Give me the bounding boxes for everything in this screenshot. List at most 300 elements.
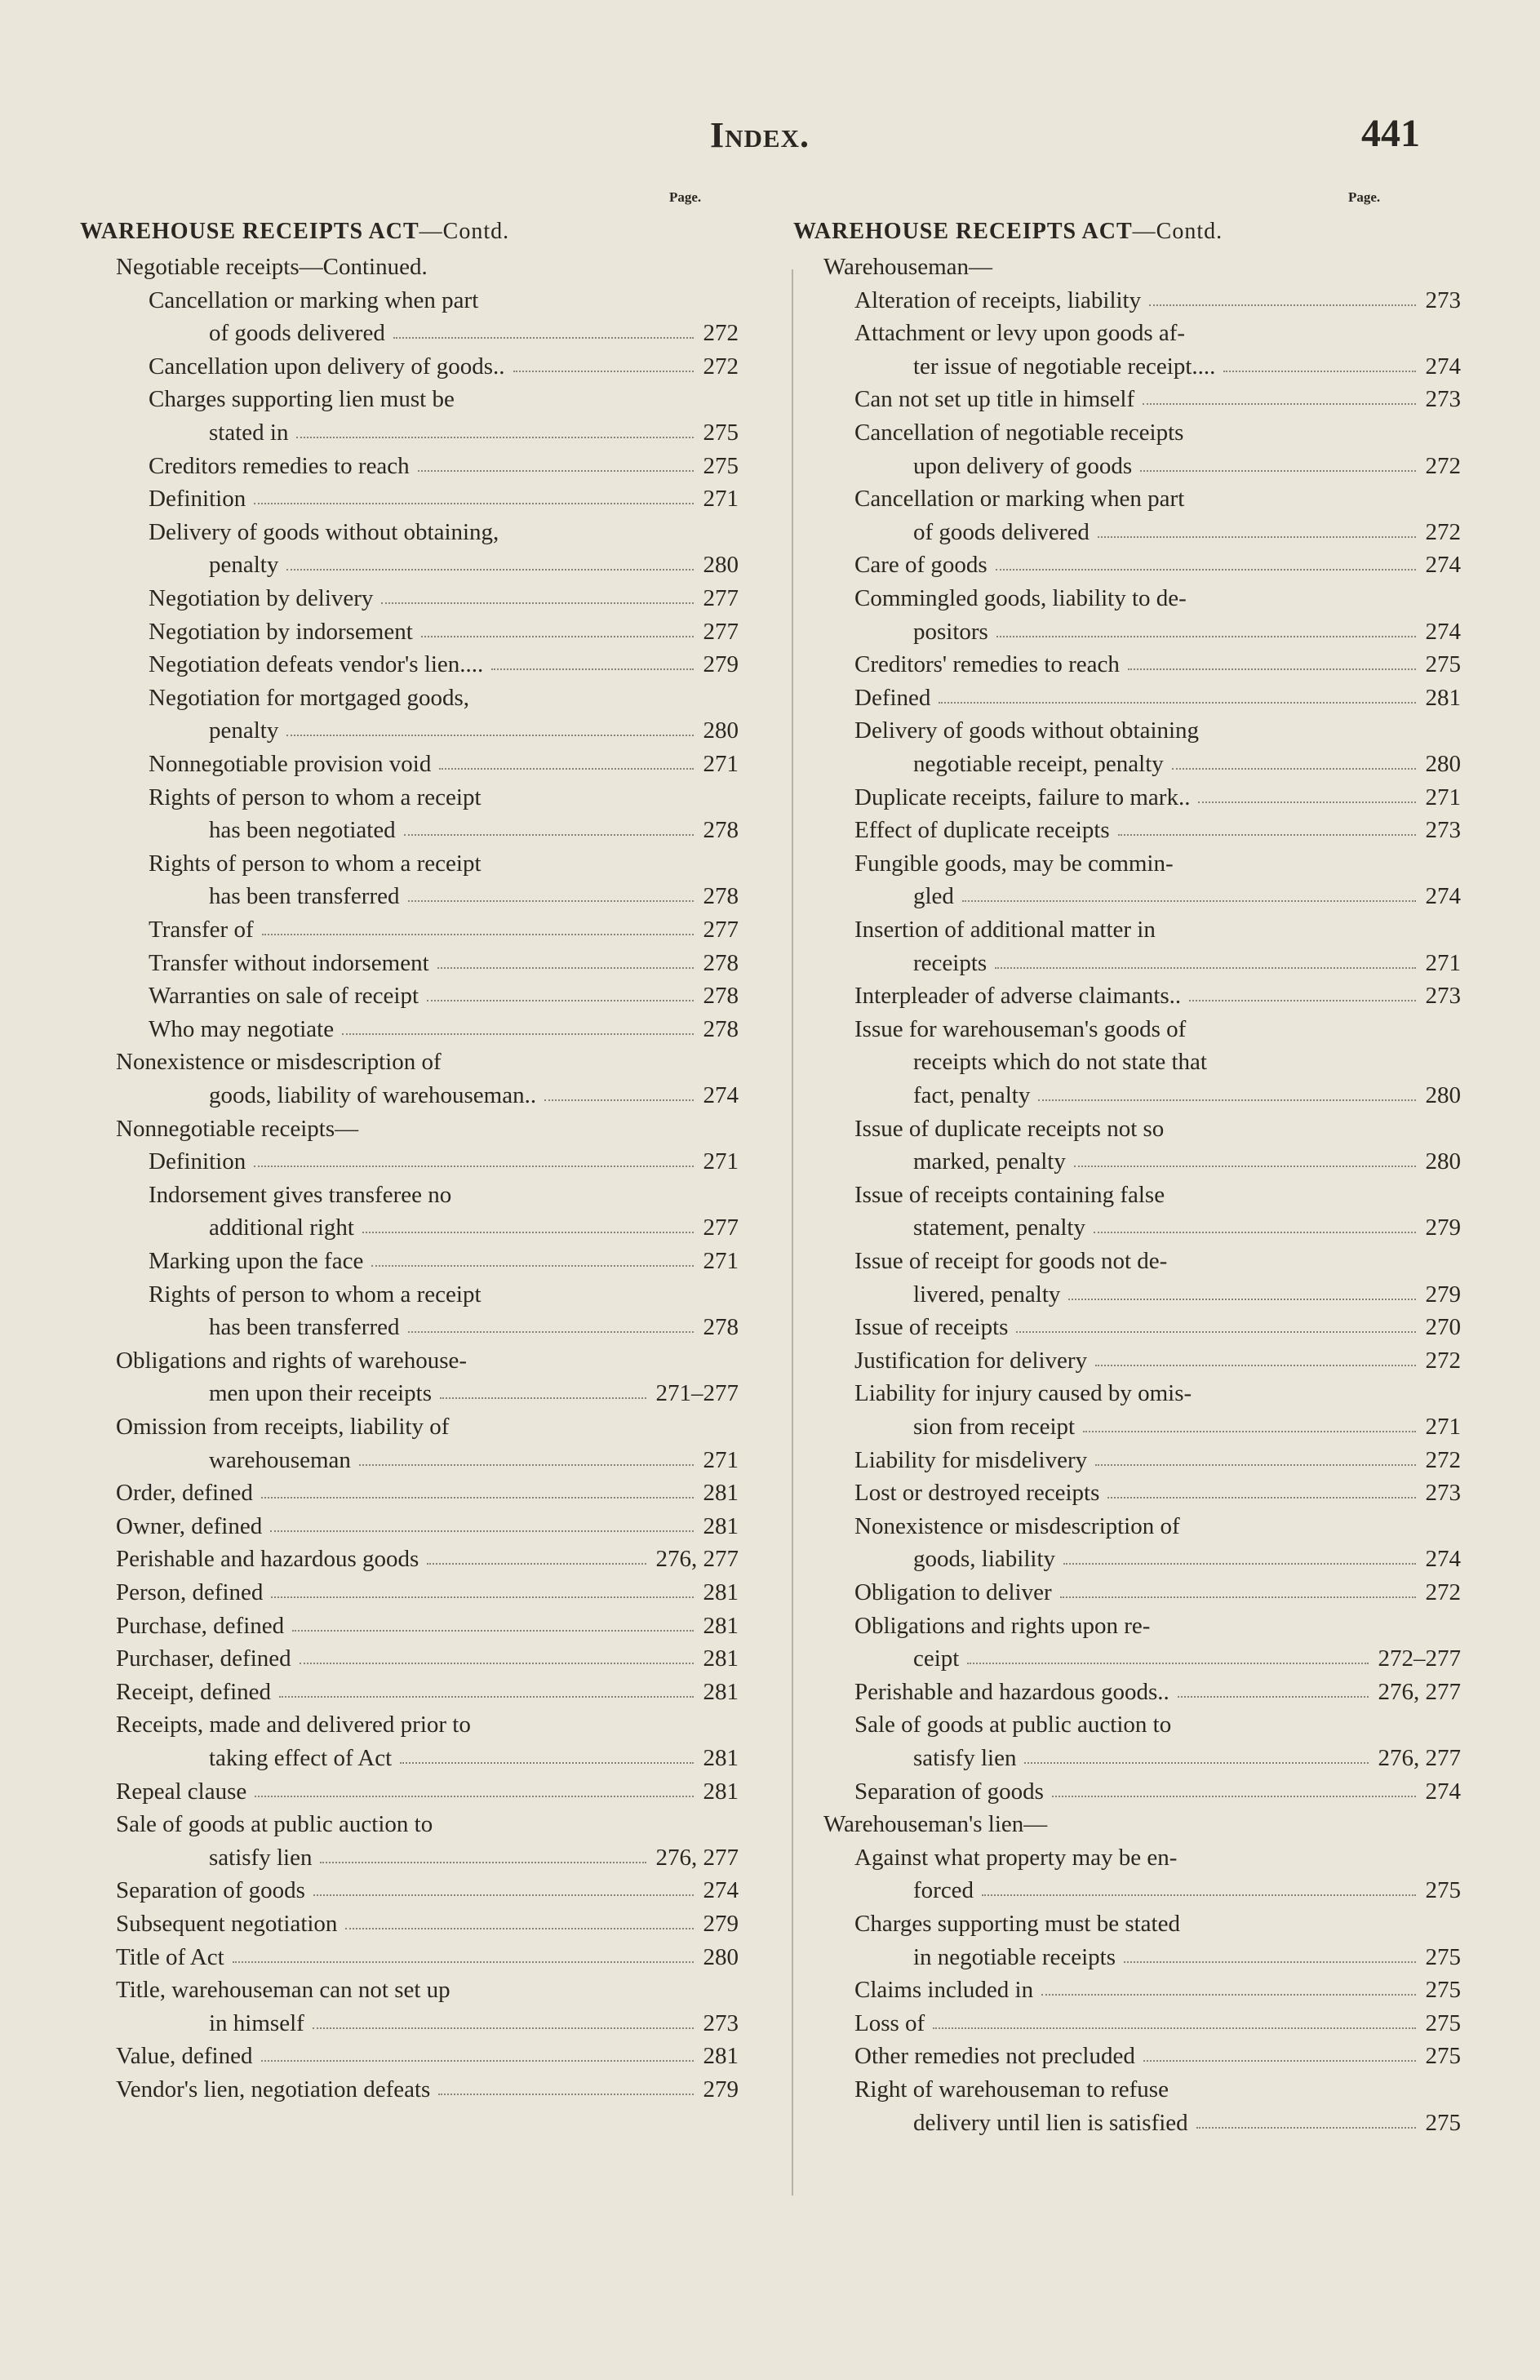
entry-page: 275 <box>1425 2009 1461 2036</box>
leader-dots <box>962 900 1416 902</box>
entry-text: Negotiable receipts—Continued. <box>116 254 428 280</box>
index-entry <box>116 1973 739 2007</box>
entry-text: fact, penalty <box>913 1082 1031 1108</box>
entry-page: 275 <box>703 452 739 479</box>
index-entry <box>149 515 739 549</box>
index-entry <box>149 615 739 649</box>
entry-page: 274 <box>703 1877 739 1904</box>
leader-dots <box>939 702 1415 704</box>
leader-dots <box>300 1663 694 1664</box>
index-entry <box>116 1675 739 1709</box>
entry-text: Cancellation upon delivery of goods.. <box>149 353 505 380</box>
index-entry <box>854 316 1461 350</box>
leader-dots <box>513 371 694 372</box>
index-entry <box>854 2006 1461 2040</box>
leader-dots <box>233 1961 694 1963</box>
index-entry <box>854 548 1461 582</box>
index-entry <box>854 846 1461 881</box>
index-entry <box>209 1310 739 1344</box>
index-entry <box>209 1210 739 1245</box>
entry-text: satisfy lien <box>913 1745 1017 1771</box>
entry-page: 271 <box>703 1248 739 1274</box>
entry-text: Cancellation of negotiable receipts <box>854 420 1184 446</box>
entry-text: Subsequent negotiation <box>116 1911 338 1937</box>
leader-dots <box>1052 1796 1416 1797</box>
index-entry <box>209 316 739 350</box>
entry-text: Cancellation or marking when part <box>854 486 1185 513</box>
entry-text: stated in <box>209 420 289 446</box>
entry-page: 281 <box>703 1480 739 1507</box>
index-entry <box>854 382 1461 416</box>
entry-text: Nonnegotiable receipts— <box>116 1115 359 1142</box>
leader-dots <box>1095 1464 1415 1466</box>
entry-page: 280 <box>1425 1082 1461 1108</box>
index-entry <box>116 1542 739 1576</box>
entry-text: of goods delivered <box>913 518 1090 545</box>
entry-page: 281 <box>703 1778 739 1805</box>
leader-dots <box>254 503 693 504</box>
entry-text: gled <box>913 883 954 910</box>
index-entry <box>149 780 739 815</box>
index-entry <box>116 1940 739 1974</box>
entry-page: 271 <box>703 1446 739 1473</box>
leader-dots <box>996 636 1416 637</box>
leader-dots <box>320 1862 646 1863</box>
left-section-name: WAREHOUSE RECEIPTS ACT <box>80 219 419 244</box>
index-entry <box>854 1907 1461 1941</box>
entry-text: Interpleader of adverse claimants.. <box>854 983 1182 1010</box>
index-entry <box>854 1509 1461 1543</box>
entry-page: 279 <box>703 651 739 678</box>
entry-page: 273 <box>1425 983 1461 1010</box>
index-entry <box>913 1741 1461 1775</box>
index-entry <box>149 946 739 980</box>
entry-text: negotiable receipt, penalty <box>913 751 1164 777</box>
entry-page: 273 <box>703 2009 739 2036</box>
index-entry <box>149 449 739 483</box>
entry-text: Can not set up title in himself <box>854 386 1135 413</box>
index-entry <box>823 250 1461 284</box>
index-entry <box>854 415 1461 450</box>
leader-dots <box>967 1663 1368 1664</box>
entry-page: 274 <box>1425 1546 1461 1573</box>
index-entry <box>854 482 1461 516</box>
index-entry <box>854 1675 1461 1709</box>
entry-text: Obligations and rights of warehouse- <box>116 1347 468 1374</box>
entry-text: in negotiable receipts <box>913 1943 1116 1970</box>
entry-page: 281 <box>1425 684 1461 711</box>
leader-dots <box>1118 834 1416 836</box>
index-entry <box>913 1410 1461 1444</box>
leader-dots <box>404 834 694 836</box>
index-entry <box>116 1641 739 1676</box>
index-entry <box>209 415 739 450</box>
entry-text: Rights of person to whom a receipt <box>149 784 482 810</box>
entry-text: Who may negotiate <box>149 1015 335 1042</box>
index-entry <box>209 548 739 582</box>
entry-text: Warehouseman's lien— <box>823 1811 1048 1838</box>
leader-dots <box>491 668 693 670</box>
index-entry <box>149 482 739 516</box>
entry-page: 274 <box>1425 1778 1461 1805</box>
entry-page: 275 <box>703 420 739 446</box>
entry-text: Cancellation or marking when part <box>149 286 479 313</box>
index-entry <box>854 780 1461 815</box>
entry-page: 276, 277 <box>655 1546 739 1573</box>
leader-dots <box>1178 1696 1369 1698</box>
entry-page: 272–277 <box>1378 1645 1461 1672</box>
entry-text: goods, liability of warehouseman.. <box>209 1082 537 1108</box>
entry-text: Person, defined <box>116 1579 264 1605</box>
leader-dots <box>313 1894 694 1896</box>
entry-page: 271 <box>1425 949 1461 976</box>
entry-text: of goods delivered <box>209 320 385 347</box>
index-entry <box>913 747 1461 781</box>
entry-text: Defined <box>854 684 931 711</box>
entry-text: Omission from receipts, liability of <box>116 1414 450 1440</box>
entry-text: Indorsement gives transferee no <box>149 1181 452 1208</box>
entry-text: Nonnegotiable provision void <box>149 751 432 777</box>
entry-text: Warranties on sale of receipt <box>149 983 419 1010</box>
entry-page: 277 <box>703 618 739 645</box>
entry-text: goods, liability <box>913 1546 1055 1573</box>
leader-dots <box>418 470 694 472</box>
entry-page: 271 <box>1425 1414 1461 1440</box>
index-entry <box>854 1707 1461 1742</box>
entry-text: forced <box>913 1877 974 1904</box>
index-entry <box>913 1542 1461 1576</box>
entry-text: Alteration of receipts, liability <box>854 286 1142 313</box>
index-entry <box>116 250 739 284</box>
entry-text: statement, penalty <box>913 1214 1085 1241</box>
leader-dots <box>408 1331 694 1333</box>
entry-page: 272 <box>1425 518 1461 545</box>
index-entry <box>854 1973 1461 2007</box>
entry-page: 280 <box>703 1943 739 1970</box>
index-entry <box>854 1443 1461 1477</box>
entry-page: 271 <box>1425 784 1461 810</box>
leader-dots <box>995 967 1415 969</box>
index-entry <box>854 979 1461 1013</box>
entry-page: 275 <box>1425 1943 1461 1970</box>
entry-text: Lost or destroyed receipts <box>854 1480 1100 1507</box>
entry-text: additional right <box>209 1214 354 1241</box>
entry-page: 278 <box>703 949 739 976</box>
index-entry <box>116 1873 739 1907</box>
entry-text: Perishable and hazardous goods <box>116 1546 419 1573</box>
entry-text: delivery until lien is satisfied <box>913 2109 1188 2136</box>
entry-page: 275 <box>1425 1977 1461 2004</box>
entry-text: Obligation to deliver <box>854 1579 1052 1605</box>
entry-text: Issue of receipt for goods not de- <box>854 1248 1168 1274</box>
entry-text: receipts which do not state that <box>913 1049 1207 1076</box>
index-entry <box>209 1841 739 1875</box>
entry-text: Liability for injury caused by omis- <box>854 1380 1192 1407</box>
index-entry <box>209 1741 739 1775</box>
leader-dots <box>279 1696 693 1698</box>
index-entry <box>116 1807 739 1841</box>
entry-text: Creditors remedies to reach <box>149 452 410 479</box>
leader-dots <box>1038 1099 1415 1101</box>
index-entry <box>854 1343 1461 1378</box>
leader-dots <box>1060 1596 1416 1598</box>
entry-page: 281 <box>703 1645 739 1672</box>
index-entry <box>913 1873 1461 1907</box>
leader-dots <box>1189 1000 1415 1001</box>
index-entry <box>116 1343 739 1378</box>
entry-text: Definition <box>149 1148 246 1175</box>
entry-page: 281 <box>703 1612 739 1639</box>
index-entry <box>854 1112 1461 1146</box>
index-entry <box>209 713 739 748</box>
index-entry <box>854 912 1461 947</box>
leader-dots <box>1198 801 1415 803</box>
index-entry <box>854 1609 1461 1643</box>
entry-page: 274 <box>1425 618 1461 645</box>
entry-page: 277 <box>703 585 739 611</box>
entry-text: Fungible goods, may be commin- <box>854 850 1174 877</box>
entry-page: 281 <box>703 2043 739 2070</box>
index-entry <box>854 581 1461 615</box>
index-entry <box>913 1641 1461 1676</box>
index-entry <box>149 1178 739 1212</box>
index-entry <box>149 382 739 416</box>
leader-dots <box>1016 1331 1415 1333</box>
index-entry <box>209 1443 739 1477</box>
page-title: Index. <box>710 115 810 155</box>
leader-dots <box>1095 1365 1415 1366</box>
index-entry <box>854 1774 1461 1809</box>
entry-text: Right of warehouseman to refuse <box>854 2076 1169 2102</box>
entry-page: 277 <box>703 917 739 943</box>
entry-text: Purchaser, defined <box>116 1645 291 1672</box>
leader-dots <box>1083 1431 1415 1432</box>
leader-dots <box>359 1464 694 1466</box>
entry-text: sion from receipt <box>913 1414 1076 1440</box>
entry-text: Definition <box>149 486 246 513</box>
index-entry <box>149 647 739 682</box>
entry-text: Issue of receipts <box>854 1314 1009 1341</box>
entry-page: 276, 277 <box>655 1844 739 1871</box>
entry-page: 275 <box>1425 1877 1461 1904</box>
index-entry <box>149 1012 739 1046</box>
index-entry <box>854 1310 1461 1344</box>
entry-text: men upon their receipts <box>209 1380 432 1407</box>
entry-text: Negotiation by indorsement <box>149 618 413 645</box>
entry-page: 278 <box>703 883 739 910</box>
index-entry <box>854 283 1461 317</box>
leader-dots <box>1223 371 1415 372</box>
index-entry <box>854 1178 1461 1212</box>
entry-text: receipts <box>913 949 987 976</box>
entry-text: upon delivery of goods <box>913 452 1133 479</box>
entry-text: Nonexistence or misdescription of <box>854 1512 1180 1539</box>
entry-text: ter issue of negotiable receipt.... <box>913 353 1216 380</box>
index-entry <box>116 1774 739 1809</box>
index-entry <box>116 1609 739 1643</box>
leader-dots <box>408 900 694 902</box>
entry-text: Delivery of goods without obtaining, <box>149 518 499 545</box>
leader-dots <box>345 1928 693 1929</box>
entry-text: positors <box>913 618 988 645</box>
entry-text: Claims included in <box>854 1977 1034 2004</box>
entry-text: Warehouseman— <box>823 254 993 280</box>
entry-text: Vendor's lien, negotiation defeats <box>116 2076 431 2102</box>
entry-page: 278 <box>703 817 739 844</box>
entry-page: 273 <box>1425 286 1461 313</box>
entry-text: Separation of goods <box>854 1778 1044 1805</box>
leader-dots <box>362 1232 694 1233</box>
entry-text: penalty <box>209 552 279 579</box>
left-page-column-label: Page. <box>669 189 702 205</box>
entry-text: Separation of goods <box>116 1877 305 1904</box>
index-entry <box>149 581 739 615</box>
leader-dots <box>1140 470 1415 472</box>
leader-dots <box>1128 668 1416 670</box>
leader-dots <box>1143 2060 1416 2062</box>
leader-dots <box>313 2027 694 2029</box>
entry-text: Order, defined <box>116 1480 253 1507</box>
entry-page: 281 <box>703 1745 739 1771</box>
entry-text: Rights of person to whom a receipt <box>149 850 482 877</box>
index-entry <box>854 713 1461 748</box>
index-entry <box>913 449 1461 483</box>
entry-page: 278 <box>703 1314 739 1341</box>
leader-dots <box>1107 1497 1415 1499</box>
index-entry <box>854 1012 1461 1046</box>
entry-text: Nonexistence or misdescription of <box>116 1049 442 1076</box>
leader-dots <box>1172 768 1416 770</box>
leader-dots <box>421 636 694 637</box>
index-entry <box>149 283 739 317</box>
index-entry <box>149 1277 739 1312</box>
leader-dots <box>261 2060 694 2062</box>
entry-page: 275 <box>1425 651 1461 678</box>
entry-page: 280 <box>1425 751 1461 777</box>
entry-text: Care of goods <box>854 552 987 579</box>
entry-text: marked, penalty <box>913 1148 1066 1175</box>
entry-page: 276, 277 <box>1378 1678 1461 1705</box>
leader-dots <box>996 569 1416 571</box>
entry-page: 279 <box>1425 1214 1461 1241</box>
index-entry <box>913 615 1461 649</box>
entry-page: 272 <box>1425 1347 1461 1374</box>
entry-text: Repeal clause <box>116 1778 247 1805</box>
entry-text: Transfer of <box>149 917 254 943</box>
leader-dots <box>296 437 693 438</box>
index-entry <box>854 647 1461 682</box>
leader-dots <box>261 1497 694 1499</box>
entry-text: Effect of duplicate receipts <box>854 817 1110 844</box>
index-entry <box>854 1476 1461 1510</box>
index-entry <box>913 349 1461 384</box>
leader-dots <box>982 1894 1415 1896</box>
index-entry <box>913 1210 1461 1245</box>
leader-dots <box>427 1563 646 1565</box>
leader-dots <box>286 569 693 571</box>
entry-text: Owner, defined <box>116 1512 263 1539</box>
entry-text: Delivery of goods without obtaining <box>854 717 1200 744</box>
entry-page: 273 <box>1425 1480 1461 1507</box>
index-entry <box>913 879 1461 913</box>
column-divider <box>792 269 793 2196</box>
entry-page: 273 <box>1425 817 1461 844</box>
leader-dots <box>371 1265 693 1267</box>
right-page-column-label: Page. <box>1348 189 1381 205</box>
right-section-title <box>793 219 1223 245</box>
leader-dots <box>393 337 694 339</box>
entry-text: Sale of goods at public auction to <box>116 1811 433 1838</box>
entry-text: Creditors' remedies to reach <box>854 651 1120 678</box>
entry-page: 278 <box>703 1015 739 1042</box>
entry-text: has been transferred <box>209 1314 400 1341</box>
index-entry <box>209 2006 739 2040</box>
leader-dots <box>427 1000 693 1001</box>
leader-dots <box>1068 1299 1415 1300</box>
entry-text: Against what property may be en- <box>854 1844 1178 1871</box>
entry-page: 271 <box>703 751 739 777</box>
index-entry <box>116 1907 739 1941</box>
entry-page: 272 <box>703 353 739 380</box>
entry-text: taking effect of Act <box>209 1745 393 1771</box>
index-entry <box>854 2039 1461 2073</box>
entry-page: 281 <box>703 1579 739 1605</box>
entry-page: 277 <box>703 1214 739 1241</box>
entry-text: warehouseman <box>209 1446 351 1473</box>
entry-page: 271 <box>703 486 739 513</box>
entry-page: 274 <box>1425 353 1461 380</box>
page-number: 441 <box>1361 112 1420 155</box>
entry-text: Justification for delivery <box>854 1347 1088 1374</box>
leader-dots <box>1024 1762 1368 1764</box>
index-entry <box>913 1078 1461 1112</box>
entry-page: 280 <box>703 552 739 579</box>
index-entry <box>149 979 739 1013</box>
left-section-title <box>80 219 509 245</box>
entry-page: 274 <box>1425 883 1461 910</box>
entry-text: Purchase, defined <box>116 1612 285 1639</box>
entry-text: has been negotiated <box>209 817 396 844</box>
entry-page: 275 <box>1425 2043 1461 2070</box>
entry-page: 270 <box>1425 1314 1461 1341</box>
index-entry <box>913 1277 1461 1312</box>
index-entry <box>149 349 739 384</box>
left-section-contd: —Contd. <box>419 219 510 244</box>
index-entry <box>913 2106 1461 2140</box>
index-entry <box>209 813 739 847</box>
entry-text: Sale of goods at public auction to <box>854 1712 1172 1738</box>
entry-text: Negotiation defeats vendor's lien.... <box>149 651 484 678</box>
leader-dots <box>400 1762 693 1764</box>
index-entry <box>209 1078 739 1112</box>
leader-dots <box>544 1099 693 1101</box>
index-entry <box>913 1940 1461 1974</box>
index-entry <box>854 2072 1461 2107</box>
leader-dots <box>933 2027 1415 2029</box>
index-entry <box>149 681 739 715</box>
index-entry <box>116 1476 739 1510</box>
leader-dots <box>262 934 694 935</box>
entry-page: 271 <box>703 1148 739 1175</box>
entry-page: 276, 277 <box>1378 1745 1461 1771</box>
leader-dots <box>1098 536 1416 538</box>
entry-page: 272 <box>703 320 739 347</box>
entry-page: 281 <box>703 1512 739 1539</box>
entry-text: has been transferred <box>209 883 400 910</box>
index-entry <box>116 1410 739 1444</box>
entry-text: ceipt <box>913 1645 960 1672</box>
index-entry <box>116 1707 739 1742</box>
